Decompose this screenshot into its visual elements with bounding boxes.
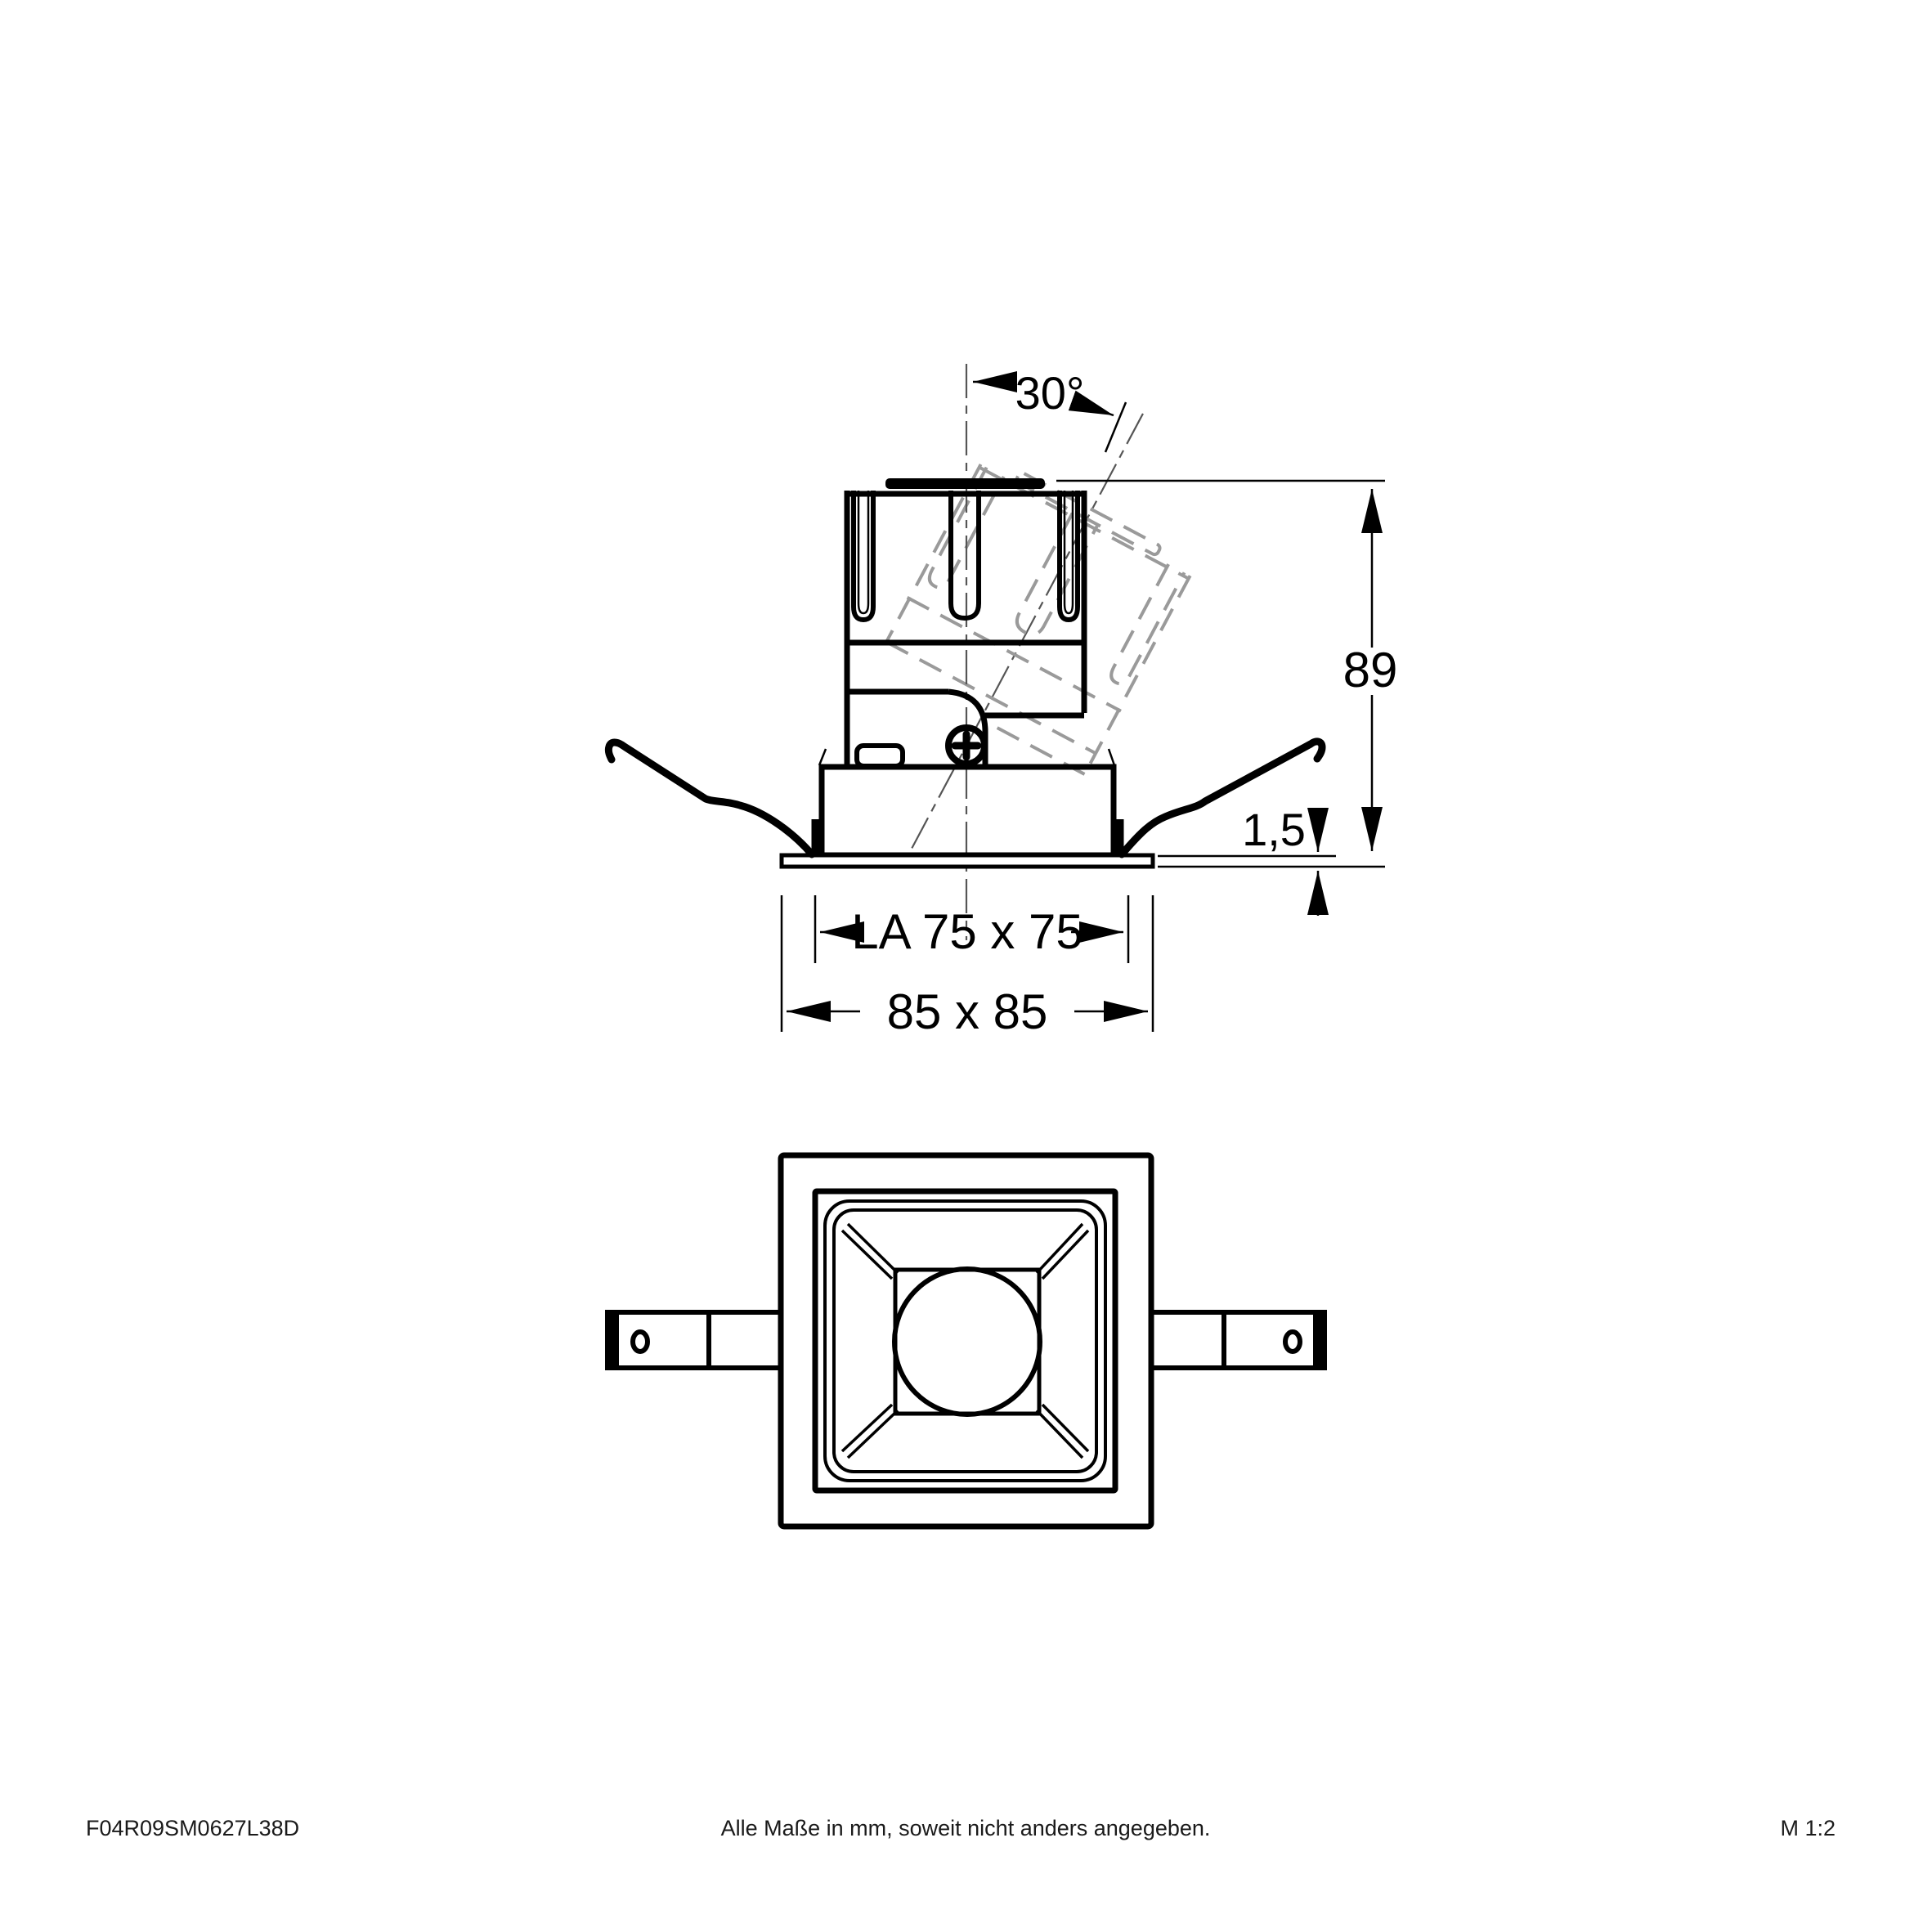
ghost-tilted-position: [797, 356, 1248, 917]
height-label: 89: [1343, 643, 1398, 697]
overall-label: 85 x 85: [886, 984, 1048, 1039]
adjustment-screw: [948, 728, 984, 764]
flange-thickness-dimension: [1158, 804, 1385, 916]
article-number: F04R09SM0627L38D: [86, 1816, 300, 1840]
mounting-arm-right: [1151, 1312, 1325, 1368]
side-view: [608, 356, 1397, 1039]
tilt-angle-dimension: [973, 367, 1126, 452]
dimension-note: Alle Maße in mm, soweit nicht anders angegeben.: [720, 1816, 1211, 1840]
plan-view: [607, 1155, 1325, 1526]
spring-clip-left: [608, 742, 812, 854]
cutout-label: LA 75 x 75: [851, 904, 1083, 959]
height-dimension: [1056, 481, 1397, 851]
trim-flange: [782, 855, 1153, 867]
footer: [86, 1816, 1836, 1840]
screw-hole-right: [1285, 1332, 1300, 1352]
top-cap: [885, 478, 1045, 489]
flange-thickness-label: 1,5: [1242, 804, 1306, 855]
lens: [894, 1269, 1040, 1414]
mounting-arm-left: [607, 1312, 781, 1368]
tilt-angle-label: 30°: [1015, 367, 1085, 419]
cutout-dimension: [815, 895, 1128, 963]
reflector-diagonals: [842, 1224, 1088, 1458]
screw-hole-left: [633, 1332, 648, 1352]
scale-label: M 1:2: [1780, 1816, 1836, 1840]
terminal-tab: [857, 746, 903, 766]
